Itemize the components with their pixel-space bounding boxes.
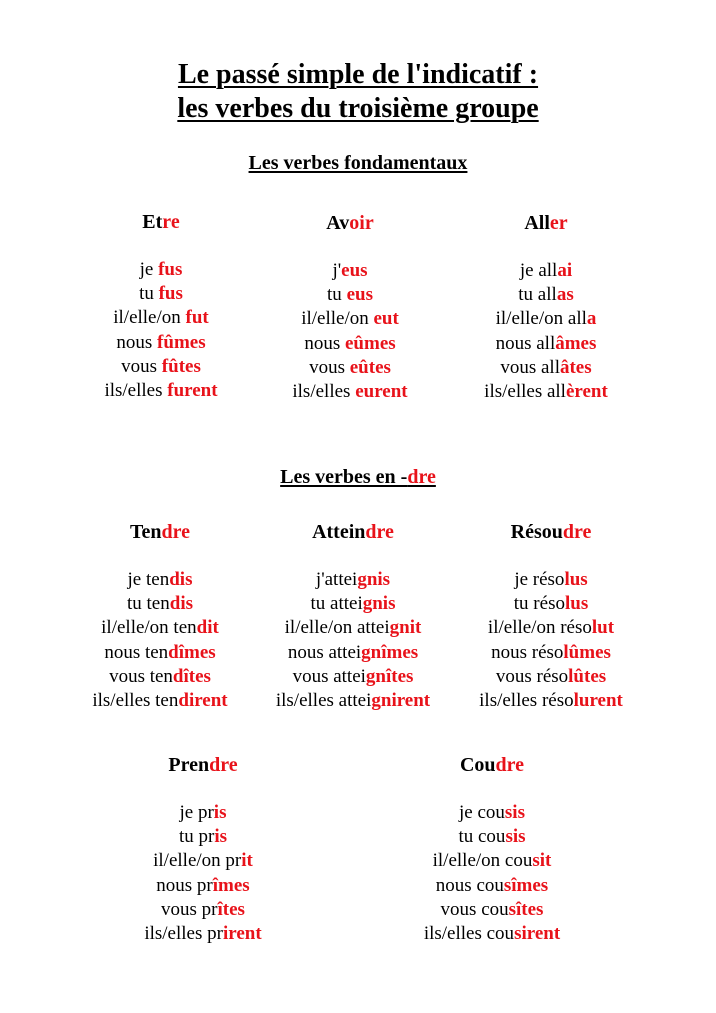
verb-block-resoudre: [441, 520, 661, 713]
text-segment: il/elle/on cou: [432, 850, 533, 872]
verb-title: [240, 211, 460, 235]
conjugation-line: [436, 307, 656, 331]
red-ending: dre: [495, 754, 525, 776]
red-ending: gnirent: [371, 690, 431, 712]
conjugation-line: [382, 849, 602, 873]
conjugation-line: [93, 825, 313, 849]
red-ending: as: [556, 284, 574, 306]
text-segment: Av: [326, 212, 350, 234]
text-segment: Les verbes en -: [280, 466, 408, 488]
verb-title: [51, 210, 271, 234]
red-ending: a: [586, 308, 597, 330]
verb-title: [436, 211, 656, 235]
conjugation-line: [243, 568, 463, 592]
text-segment: tu pr: [178, 826, 215, 848]
text-segment: tu réso: [513, 593, 565, 615]
conjugation-list: [51, 258, 271, 403]
text-segment: Cou: [459, 754, 496, 776]
red-ending: fûmes: [157, 331, 206, 353]
red-ending: lus: [564, 569, 588, 590]
text-segment: ils/elles pr: [144, 923, 223, 945]
conjugation-line: [93, 801, 313, 825]
conjugation-line: [243, 665, 463, 689]
text-segment: Résou: [510, 521, 563, 543]
red-ending: dre: [209, 754, 238, 776]
verb-block-aller: [436, 211, 656, 404]
conjugation-line: [240, 283, 460, 307]
conjugation-line: [51, 258, 271, 282]
conjugation-line: [50, 689, 270, 713]
text-segment: il/elle/on réso: [487, 617, 592, 639]
text-segment: je all: [519, 260, 558, 281]
verb-title: [243, 520, 463, 544]
conjugation-line: [243, 616, 463, 640]
red-ending: is: [213, 802, 227, 823]
conjugation-list: [382, 801, 602, 946]
conjugation-line: [93, 849, 313, 873]
page-title-line-1: Le passé simple de l'indicatif :: [177, 59, 539, 90]
text-segment: tu ten: [127, 593, 170, 615]
red-ending: gnit: [389, 617, 422, 639]
text-segment: nous réso: [491, 641, 564, 663]
text-segment: vous réso: [495, 665, 569, 687]
verb-title: [93, 753, 313, 777]
red-ending: âmes: [555, 332, 597, 354]
red-ending: fûtes: [161, 355, 201, 377]
conjugation-line: [441, 592, 661, 616]
red-ending: lûmes: [563, 641, 611, 663]
verb-block-atteindre: [243, 520, 463, 713]
conjugation-line: [382, 801, 602, 825]
red-ending: dre: [562, 521, 592, 543]
conjugation-line: [436, 380, 656, 404]
text-segment: il/elle/on pr: [153, 850, 242, 872]
conjugation-line: [240, 307, 460, 331]
red-ending: furent: [167, 380, 218, 402]
conjugation-line: [436, 259, 656, 283]
text-segment: Ten: [129, 521, 162, 543]
conjugation-list: [243, 568, 463, 713]
red-ending: fus: [158, 259, 183, 280]
verb-block-etre: [51, 210, 271, 403]
red-ending: gnîtes: [365, 665, 414, 687]
text-segment: ils/elles cou: [423, 923, 515, 945]
conjugation-line: [441, 616, 661, 640]
red-ending: eurent: [355, 381, 408, 403]
text-segment: je cou: [459, 802, 505, 823]
red-ending: sirent: [514, 923, 561, 945]
text-segment: il/elle/on attei: [284, 617, 390, 639]
conjugation-line: [240, 356, 460, 380]
text-segment: vous: [309, 356, 350, 378]
red-ending: lurent: [573, 690, 623, 712]
text-segment: vous ten: [109, 665, 173, 687]
conjugation-line: [243, 689, 463, 713]
red-ending: eûtes: [349, 356, 391, 378]
conjugation-line: [50, 665, 270, 689]
red-ending: eus: [346, 284, 373, 306]
conjugation-line: [436, 332, 656, 356]
text-segment: ils/elles: [104, 380, 168, 402]
text-segment: ils/elles: [292, 381, 356, 403]
red-ending: dis: [169, 593, 193, 615]
red-ending: dre: [365, 521, 394, 543]
conjugation-line: [51, 379, 271, 403]
conjugation-line: [382, 825, 602, 849]
red-ending: dîtes: [172, 665, 211, 687]
red-ending: dre: [161, 521, 191, 543]
red-ending: sit: [532, 850, 552, 872]
conjugation-line: [50, 568, 270, 592]
conjugation-list: [441, 568, 661, 713]
text-segment: All: [524, 212, 550, 234]
red-ending: gnis: [362, 593, 396, 615]
conjugation-list: [436, 259, 656, 404]
conjugation-line: [51, 331, 271, 355]
verb-block-tendre: [50, 520, 270, 713]
text-segment: tu cou: [458, 826, 506, 848]
text-segment: nous: [304, 332, 345, 354]
text-segment: nous cou: [435, 874, 504, 896]
conjugation-line: [441, 568, 661, 592]
conjugation-line: [51, 355, 271, 379]
conjugation-list: [240, 259, 460, 404]
text-segment: il/elle/on: [113, 307, 186, 329]
red-ending: îtes: [217, 898, 245, 920]
conjugation-line: [436, 356, 656, 380]
conjugation-line: [51, 306, 271, 330]
conjugation-line: [382, 922, 602, 946]
conjugation-line: [50, 641, 270, 665]
verb-block-prendre: [93, 753, 313, 946]
text-segment: tu: [139, 283, 159, 305]
red-ending: fut: [185, 307, 209, 329]
red-ending: sis: [505, 826, 526, 848]
text-segment: tu attei: [310, 593, 363, 615]
conjugation-line: [382, 874, 602, 898]
text-segment: Attein: [312, 521, 366, 543]
verb-block-avoir: [240, 211, 460, 404]
text-segment: nous ten: [104, 641, 169, 663]
text-segment: Et: [142, 211, 163, 233]
section-heading-fondamentaux: [0, 151, 716, 175]
red-ending: âtes: [559, 356, 592, 378]
section-heading-dre: [0, 465, 716, 489]
conjugation-line: [240, 380, 460, 404]
text-segment: il/elle/on ten: [101, 617, 197, 639]
text-segment: Les verbes fondamentaux: [248, 152, 468, 174]
red-ending: gnis: [357, 569, 391, 590]
conjugation-line: [441, 641, 661, 665]
text-segment: vous cou: [440, 898, 509, 920]
red-ending: dirent: [178, 690, 228, 712]
text-segment: il/elle/on all: [495, 308, 587, 330]
conjugation-line: [382, 898, 602, 922]
text-segment: je: [139, 259, 159, 280]
conjugation-line: [50, 616, 270, 640]
red-ending: dîmes: [168, 641, 216, 663]
red-ending: èrent: [565, 381, 608, 403]
text-segment: ils/elles attei: [275, 690, 372, 712]
text-segment: j'attei: [315, 569, 358, 590]
conjugation-list: [50, 568, 270, 713]
red-ending: fus: [158, 283, 183, 305]
text-segment: ils/elles ten: [92, 690, 179, 712]
red-ending: dre: [407, 466, 436, 488]
text-segment: je pr: [179, 802, 214, 823]
red-ending: lut: [591, 617, 615, 639]
text-segment: vous all: [500, 356, 560, 378]
red-ending: gnîmes: [361, 641, 419, 663]
red-ending: sîtes: [508, 898, 544, 920]
conjugation-line: [240, 332, 460, 356]
text-segment: il/elle/on: [301, 308, 374, 330]
conjugation-line: [243, 641, 463, 665]
verb-title: [441, 520, 661, 544]
red-ending: sis: [504, 802, 525, 823]
red-ending: îmes: [212, 874, 250, 896]
verb-title: [50, 520, 270, 544]
text-segment: Pren: [168, 754, 210, 776]
red-ending: is: [214, 826, 228, 848]
text-segment: j': [332, 260, 342, 281]
red-ending: lûtes: [568, 665, 607, 687]
red-ending: lus: [564, 593, 589, 615]
text-segment: ils/elles réso: [479, 690, 574, 712]
text-segment: tu all: [518, 284, 557, 306]
red-ending: eus: [341, 260, 368, 281]
conjugation-line: [93, 874, 313, 898]
red-ending: re: [162, 211, 180, 233]
text-segment: nous: [116, 331, 158, 353]
red-ending: eut: [373, 308, 399, 330]
conjugation-line: [441, 665, 661, 689]
text-segment: nous all: [495, 332, 556, 354]
red-ending: dis: [169, 569, 193, 590]
conjugation-line: [441, 689, 661, 713]
text-segment: tu: [327, 284, 347, 306]
conjugation-line: [243, 592, 463, 616]
verb-block-coudre: [382, 753, 602, 946]
page-title-line-2: les verbes du troisième groupe: [177, 93, 539, 124]
red-ending: er: [549, 212, 568, 234]
conjugation-list: [93, 801, 313, 946]
text-segment: vous pr: [161, 898, 218, 920]
text-segment: nous attei: [287, 641, 362, 663]
conjugation-line: [51, 282, 271, 306]
verb-title: [382, 753, 602, 777]
text-segment: vous attei: [292, 665, 366, 687]
text-segment: ils/elles all: [484, 381, 566, 403]
conjugation-line: [436, 283, 656, 307]
red-ending: sîmes: [503, 874, 549, 896]
conjugation-line: [93, 898, 313, 922]
red-ending: eûmes: [345, 332, 396, 354]
conjugation-line: [93, 922, 313, 946]
conjugation-line: [240, 259, 460, 283]
red-ending: irent: [222, 923, 262, 945]
conjugation-line: [50, 592, 270, 616]
red-ending: ai: [557, 260, 573, 281]
text-segment: je réso: [514, 569, 565, 590]
red-ending: it: [241, 850, 253, 872]
red-ending: dit: [196, 617, 219, 639]
red-ending: oir: [349, 212, 374, 234]
text-segment: je ten: [127, 569, 170, 590]
text-segment: nous pr: [156, 874, 213, 896]
text-segment: vous: [121, 355, 162, 377]
